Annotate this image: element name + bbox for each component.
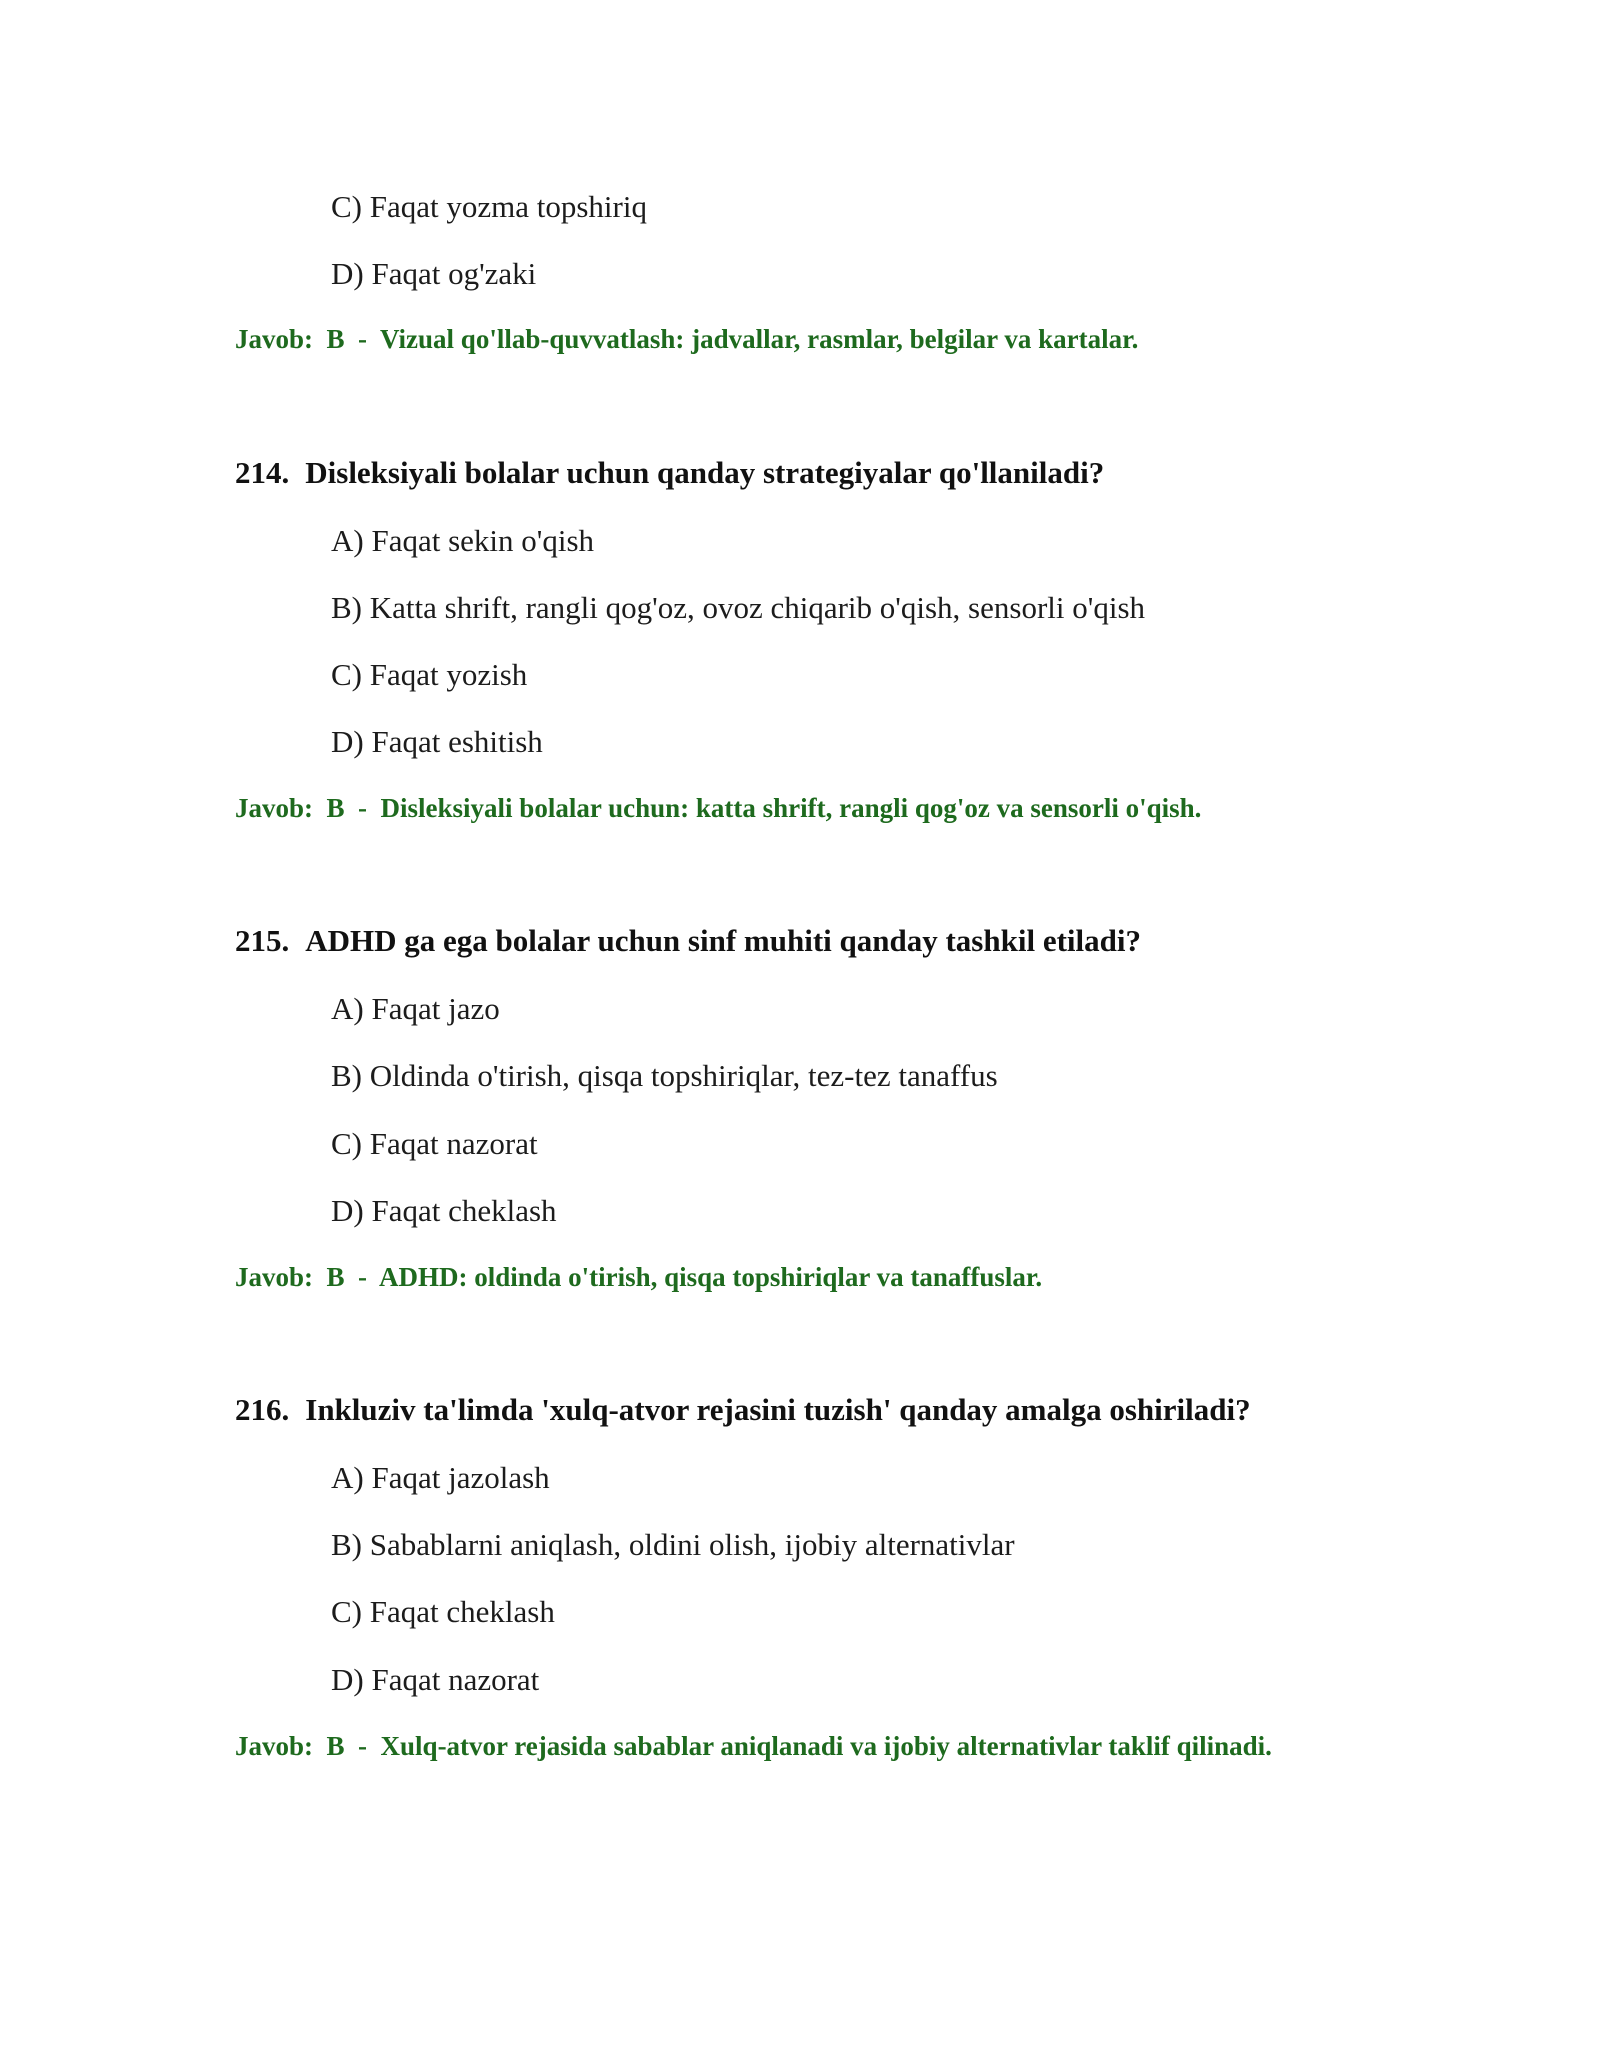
answer-text: ADHD: oldinda o'tirish, qisqa topshiriqlar va tanaffuslar. [379,1262,1043,1292]
option-a: A) Faqat sekin o'qish [331,523,595,558]
option-a: A) Faqat jazolash [331,1460,550,1495]
question-heading [235,925,1141,956]
answer-text: Vizual qo'llab-quvvatlash: jadvallar, rasmlar, belgilar va kartalar. [380,324,1139,354]
option-a: A) Faqat jazo [331,991,500,1026]
answer-letter: B [326,324,345,354]
answer-line [235,795,1201,822]
option-c: C) Faqat yozma topshiriq [331,189,647,224]
question-number: 215. [235,923,290,958]
option-c: C) Faqat yozish [331,657,528,692]
option-d: D) Faqat og'zaki [331,256,537,291]
option-b: B) Oldinda o'tirish, qisqa topshiriqlar, tez-tez tanaffus [331,1058,998,1093]
question-text: Disleksiyali bolalar uchun qanday strategiyalar qo'llaniladi? [305,455,1105,490]
answer-dash: - [358,1262,368,1292]
answer-line [235,326,1138,353]
option-c: C) Faqat nazorat [331,1126,538,1161]
question-heading [235,457,1104,488]
answer-text: Disleksiyali bolalar uchun: katta shrift, rangli qog'oz va sensorli o'qish. [380,793,1202,823]
answer-letter: B [326,1262,345,1292]
answer-label: Javob: [235,1262,314,1292]
answer-dash: - [358,324,368,354]
question-heading [235,1394,1251,1425]
option-b: B) Katta shrift, rangli qog'oz, ovoz chiqarib o'qish, sensorli o'qish [331,590,1146,625]
answer-text: Xulq-atvor rejasida sabablar aniqlanadi va ijobiy alternativlar taklif qilinadi. [380,1731,1272,1761]
answer-dash: - [358,1731,368,1761]
question-text: Inkluziv ta'limda 'xulq-atvor rejasini tuzish' qanday amalga oshiriladi? [305,1392,1251,1427]
answer-dash: - [358,793,368,823]
option-c: C) Faqat cheklash [331,1594,555,1629]
question-number: 214. [235,455,290,490]
question-number: 216. [235,1392,290,1427]
answer-line [235,1264,1042,1291]
option-d: D) Faqat cheklash [331,1193,557,1228]
answer-label: Javob: [235,1731,314,1761]
answer-label: Javob: [235,324,314,354]
answer-letter: B [326,793,345,823]
option-d: D) Faqat nazorat [331,1662,540,1697]
answer-line [235,1733,1272,1760]
option-b: B) Sabablarni aniqlash, oldini olish, ijobiy alternativlar [331,1527,1015,1562]
option-d: D) Faqat eshitish [331,724,543,759]
question-text: ADHD ga ega bolalar uchun sinf muhiti qanday tashkil etiladi? [305,923,1141,958]
answer-letter: B [326,1731,345,1761]
answer-label: Javob: [235,793,314,823]
